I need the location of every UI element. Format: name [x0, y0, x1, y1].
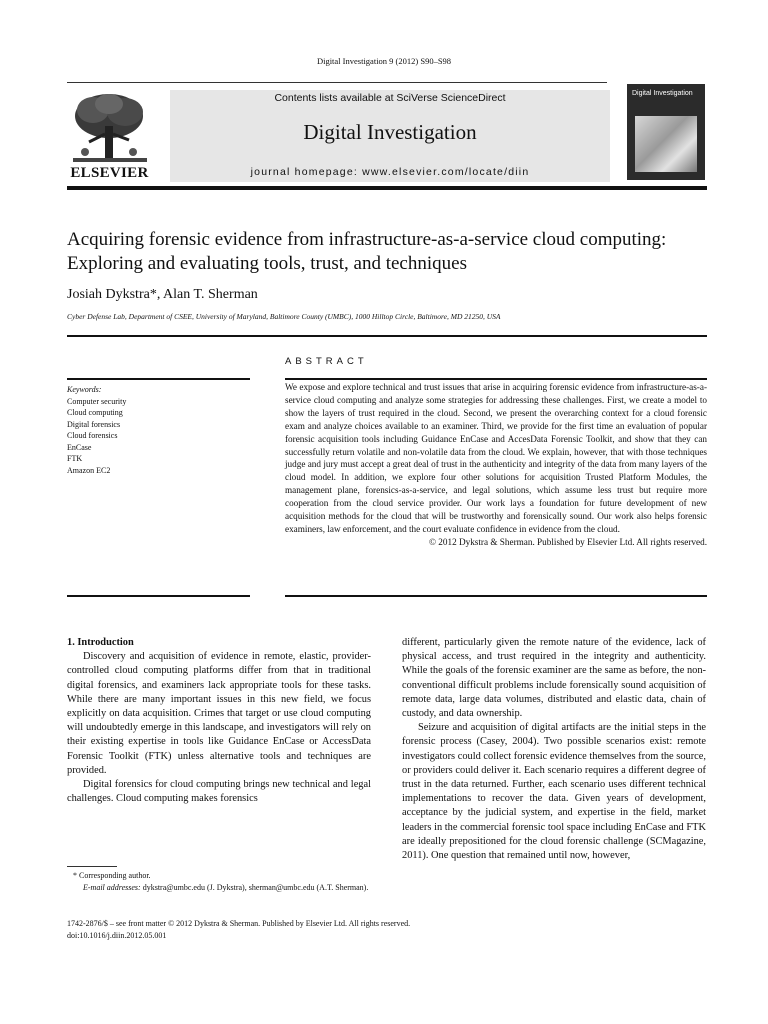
publisher-logo-text: ELSEVIER — [70, 165, 149, 181]
cover-image — [635, 116, 697, 172]
header-rule — [67, 82, 607, 83]
article-affiliation: Cyber Defense Lab, Department of CSEE, University of Maryland, Baltimore County (UMBC), 1000 Hilltop Circle, Baltimore, MD 21250, USA — [67, 312, 501, 321]
article-authors: Josiah Dykstra*, Alan T. Sherman — [67, 287, 258, 302]
cover-title: Digital Investigation — [632, 90, 693, 97]
running-header: Digital Investigation 9 (2012) S90–S98 — [316, 56, 452, 66]
article-title: Acquiring forensic evidence from infrastructure-as-a-service cloud computing: Exploring and evaluating tools, trust, and techniques — [67, 229, 667, 274]
bottom-info — [67, 918, 707, 942]
section-heading: 1. Introduction — [67, 637, 134, 648]
journal-banner — [170, 90, 610, 182]
footnote-rule — [67, 866, 117, 867]
keywords-top-rule — [67, 378, 250, 380]
title-rule — [67, 335, 707, 337]
keyword-item: FTK — [67, 454, 83, 463]
corresponding-author: * Corresponding author. — [73, 871, 151, 880]
journal-title: Digital Investigation — [303, 120, 477, 144]
keywords-label: Keywords: — [67, 385, 102, 394]
banner-bottom-rule — [67, 186, 707, 190]
body-paragraph: different, particularly given the remote nature of the evidence, lack of physical access, and trust required in the integrity and authenticity. While the goals of the forensic examiner are the same as before, the non-conventional difficult problems include forensically sound acquisition of remote data, large data volumes, distributed and elastic data, chain of custody, and data ownership. — [402, 637, 706, 720]
body-right-column — [402, 636, 706, 863]
keywords-block — [67, 384, 250, 476]
keyword-item: Computer security — [67, 396, 127, 406]
keyword-item: Cloud computing — [67, 408, 123, 417]
abstract-copyright: © 2012 Dykstra & Sherman. Published by Elsevier Ltd. All rights reserved. — [429, 536, 707, 547]
journal-homepage[interactable]: journal homepage: www.elsevier.com/locate/diin — [250, 166, 530, 178]
body-paragraph: Digital forensics for cloud computing brings new technical and legal challenges. Cloud computing makes forensics — [67, 779, 371, 805]
body-left-column — [67, 636, 371, 806]
email-label: E-mail addresses: — [83, 882, 141, 892]
keyword-item: Amazon EC2 — [67, 465, 111, 475]
abstract-body — [285, 381, 707, 549]
keyword-item: Digital forensics — [67, 419, 121, 429]
abstract-text: We expose and explore technical and trust issues that arise in acquiring forensic evidence from infrastructure-as-a-service cloud computing and analyze some strategies for addressing these challenges. First, we create a model to show the layers of trust required in the cloud. Second, we present the overarching context for a cloud forensic exam and analyze choices available to an examiner. Third, we provide for the first time an evaluation of popular forensic acquisition tools including Guidance EnCase and AccesData Forensic Toolkit, and show that they can successfully return volatile and non-volatile data from the cloud. We explain, however, that with those techniques judge and jury must accept a great deal of trust in the authenticity and integrity of the data from many layers of the cloud model. In addition, we explore four other solutions for acquisition Trusted Platform Modules, the management plane, forensics-as-a-service, and legal solutions, which assume less trust but require more cooperation from the cloud service provider. Our work lays a foundation for future development of new acquisition methods for the cloud that will be trustworthy and forensically sound. Our work also helps forensic examiners, law enforcement, and the court evaluate confidence in evidence from the cloud. — [285, 382, 707, 534]
abstract-bottom-rule — [285, 595, 707, 597]
body-paragraph: Discovery and acquisition of evidence in remote, elastic, provider-controlled cloud computing platforms differ from that in traditional digital forensics, and examiners lack appropriate tools for these tasks. While there are many important issues in this new field, we focus explicitly on data acquisition. Crimes that target or use cloud computing will undoubtedly emerge in this landscape, and investigators will rely on their existing expertise in tools like Guidance EnCase or AccessData Forensic Toolkit (FTK) unless alternative tools and techniques are provided. — [67, 651, 371, 776]
abstract-heading: ABSTRACT — [285, 356, 368, 367]
issn-line: 1742-2876/$ – see front matter © 2012 Dykstra & Sherman. Published by Elsevier Ltd. All rights reserved. — [67, 919, 411, 928]
keyword-item: Cloud forensics — [67, 431, 118, 440]
contents-line: Contents lists available at SciVerse ScienceDirect — [274, 92, 506, 104]
body-paragraph: Seizure and acquisition of digital artifacts are the initial steps in the forensic process (Casey, 2004). Two possible scenarios exist: remote investigators could collect forensic evidence themselves from the source, or providers could deliver it. Each scenario requires a different degree of trust in the data returned. Further, each scenario uses different technical implementations to recover the data. Given years of development, acceptance by the judicial system, and expertise in the field, market leaders in the commercial forensic tool space including EnCase and FTK are ideally prepositioned for the cloud forensic challenge (SCMagazine, 2011). One question that remained until now, however, — [402, 722, 706, 862]
doi-line[interactable]: doi:10.1016/j.diin.2012.05.001 — [67, 931, 167, 940]
footnote — [67, 870, 371, 893]
keyword-item: EnCase — [67, 442, 92, 452]
email-addresses[interactable]: dykstra@umbc.edu (J. Dykstra), sherman@umbc.edu (A.T. Sherman). — [142, 882, 369, 892]
journal-cover — [627, 84, 705, 180]
abstract-top-rule — [285, 378, 707, 380]
keywords-bottom-rule — [67, 595, 250, 597]
